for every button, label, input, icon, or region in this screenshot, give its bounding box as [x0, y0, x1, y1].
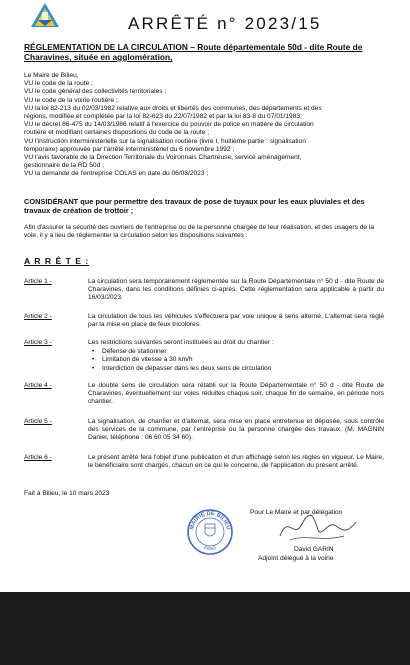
article-6	[24, 454, 384, 470]
considerant-paragraph: CONSIDÉRANT que pour permettre des travaux de pose de tuyaux pour les eaux pluviales et des travaux de création de trottoir ;	[24, 197, 365, 215]
mairie-stamp	[186, 508, 234, 556]
article-text: Le présent arrêté fera l'objet d'une publication et d'un affichage selon les règles en vigueur. Le Maire, le bénéficiaire sont chargés, chacun en ce qui le concerne, de l'application du présent arrêté.	[88, 454, 384, 470]
vu-line: routière et modifiant certaines dispositions du code de la route ;	[24, 129, 210, 137]
article-label: Article 3 -	[24, 339, 52, 346]
commune-logo-icon	[30, 2, 60, 28]
vu-line: régions, modifiée et complétée par la loi 82-623 du 22/07/1982 et par la loi 83-8 du 07/01/1983;	[24, 113, 302, 121]
vu-line: VU le code général des collectivités territoriales ;	[24, 88, 167, 96]
page-title: ARRÊTÉ n° 2023/15	[128, 14, 322, 33]
vu-line: temporaire) approuvée par l'arrêté interministériel du 6 novembre 1992 ;	[24, 145, 235, 153]
scan-border	[0, 592, 410, 665]
vu-line: VU l'avis favorable de la Direction Territoriale du Voironnais Chartreuse, service aménagement,	[24, 154, 302, 162]
signatory-title: Adjoint délégué à la voirie	[258, 555, 334, 562]
article-text: Le double sens de circulation sera rétabli sur la Route Départementale n° 50 d - dite Route de Charavines, éventuellement sur voies réduites chaque soir, chaque fin de semaine, en période hors chantier.	[88, 382, 384, 406]
article-label: Article 5 -	[24, 418, 52, 425]
vu-list	[24, 72, 384, 179]
purpose-paragraph: Afin d'assurer la sécurité des ouvriers de l'entreprise ou de la personne chargée de leur réalisation, et des usagers de la voie, il y a lieu de réglementer la circulation selon les dispositions suivantes :	[24, 224, 374, 240]
coat-of-arms-icon	[205, 524, 215, 536]
list-item: • Limitation de vitesse à 30 km/h	[92, 356, 384, 364]
stamp-text-top: MAIRIE DE BILIEU	[189, 510, 231, 531]
vu-line: VU le code de la voirie routière ;	[24, 96, 118, 104]
article-3	[24, 339, 384, 373]
vu-line: gestionnaire de la RD 50d ;	[24, 162, 104, 170]
restriction-list	[24, 348, 384, 373]
article-5	[24, 418, 384, 443]
vu-line: VU l'instruction interministérielle sur la signalisation routière (livre I, huitième partie : signalisation	[24, 137, 306, 145]
arrete-heading: A R R Ê T E :	[24, 256, 90, 266]
signatory-name: David GARIN	[294, 546, 334, 553]
article-text: La circulation sera temporairement réglementée sur la Route Départementale n° 50 d - dite Route de Charavines, dans les conditions définies ci-après. Cette réglementation sera applicable à partir du 16/03/2023.	[88, 278, 384, 302]
vu-line: VU le décret 86-475 du 14/03/1986 relatif à l'exercice du pouvoir de police en matière de circulation	[24, 121, 314, 129]
signed-at-line: Fait à Bilieu, le 10 mars 2023	[24, 490, 110, 497]
stamp-text-bottom: (Isère)	[203, 544, 217, 552]
svg-text:MAIRIE DE BILIEU	[189, 511, 231, 531]
article-text: La signalisation, de chantier et d'alternat, sera mise en place entretenue et déposée, sous contrôle des services de la commune, par l'entreprise ou la personne chargée des travaux. (M. MAGNIN Daniel, téléphone : 06 60 05 34 60).	[88, 418, 384, 442]
article-1	[24, 278, 384, 303]
list-item: • Interdiction de dépasser dans les deux sens de circulation	[92, 365, 384, 373]
vu-line: VU la demande de l'entreprise COLAS en date du 06/03/2023 ;	[24, 170, 209, 178]
list-item: • Défense de stationner	[92, 348, 384, 356]
article-text: Les restrictions suivantes seront instituées au droit du chantier :	[88, 339, 274, 346]
article-label: Article 6 -	[24, 454, 52, 461]
subject-heading: RÉGLEMENTATION DE LA CIRCULATION – Route départementale 50d - dite Route de Charavines, située en agglomération,	[24, 42, 363, 62]
signature-role: Pour Le Maire et par délégation	[250, 509, 343, 516]
vu-line: VU le code de la route ;	[24, 80, 93, 88]
article-text: La circulation de tous les véhicules s'effectuera par voie unique à sens alterné. L'alternat sera réglé par la mise en place de feux tricolores.	[88, 313, 384, 329]
article-label: Article 2 -	[24, 313, 52, 320]
svg-text:(Isère)	[203, 545, 217, 551]
article-label: Article 1 -	[24, 278, 52, 285]
article-4	[24, 382, 384, 407]
article-label: Article 4 -	[24, 382, 52, 389]
vu-line: Le Maire de Bilieu,	[24, 72, 79, 79]
vu-line: VU la loi 82-213 du 02/03/1982 relative aux droits et libertés des communes, des départements et des	[24, 104, 322, 112]
article-2	[24, 313, 384, 329]
